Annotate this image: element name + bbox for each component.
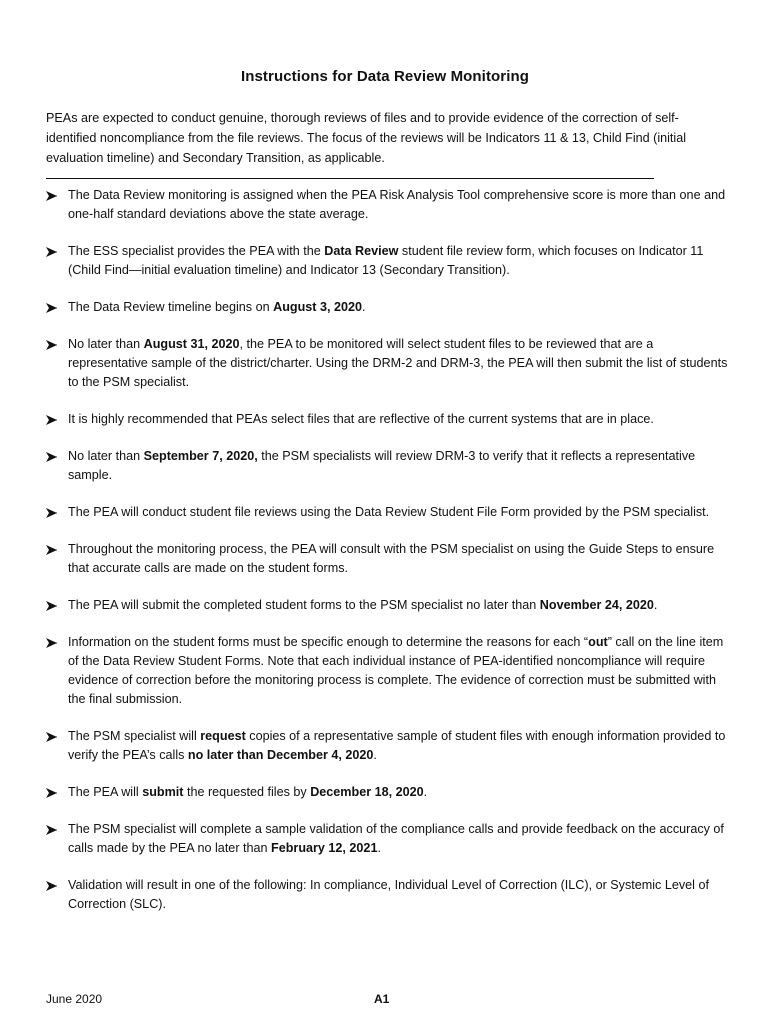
bullet-text: . [362,300,366,314]
arrow-bullet-icon [46,596,60,615]
arrow-bullet-icon [46,540,60,559]
arrow-bullet-icon [46,447,60,466]
arrow-bullet-icon [46,876,60,895]
bullet-item [46,633,730,709]
arrow-bullet-icon [46,298,60,317]
arrow-bullet-icon [46,503,60,522]
footer-date: June 2020 [46,992,103,1006]
bullet-list [46,186,730,914]
arrow-bullet-icon [46,186,60,205]
bullet-text: Information on the student forms must be specific enough to determine the reasons for each “ [68,635,589,649]
bullet-item [46,596,730,615]
bullet-item [46,503,730,522]
divider-line [46,178,654,179]
bullet-emphasis: August 3, 2020 [273,300,362,314]
bullet-item [46,876,730,914]
bullet-text: Throughout the monitoring process, the PEA will consult with the PSM specialist on using the Guide Steps to ensure that accurate calls are made on the student forms. [68,542,715,575]
bullet-text: No later than [68,449,144,463]
bullet-emphasis: August 31, 2020 [143,337,240,351]
bullet-text: Validation will result in one of the following: In compliance, Individual Level of Correction (ILC), or Systemic Level of Correction (SLC). [68,878,709,911]
bullet-text: the PSM specialists will review DRM-3 to verify that it reflects a representative sample. [68,449,696,482]
bullet-text: . [373,748,377,762]
bullet-emphasis: September 7, 2020, [143,449,258,463]
footer-page-number: A1 [374,992,390,1006]
arrow-bullet-icon [46,727,60,746]
arrow-bullet-icon [46,783,60,802]
bullet-item [46,447,730,485]
arrow-bullet-icon [46,242,60,261]
bullet-text: The PEA will [68,785,143,799]
bullet-text: . [423,785,428,799]
bullet-emphasis: December 18, 2020 [310,785,424,799]
arrow-bullet-icon [46,820,60,839]
arrow-bullet-icon [46,335,60,354]
bullet-text: student file review form, which focuses on Indicator 11 (Child Find—initial evaluation timeline) and Indicator 13 (Secondary Transition). [68,244,704,277]
document-title: Instructions for Data Review Monitoring [240,68,530,85]
bullet-emphasis: Data Review [324,244,399,258]
bullet-text: The PEA will submit the completed student forms to the PSM specialist no later than [68,598,540,612]
bullet-text: It is highly recommended that PEAs select files that are reflective of the current systems that are in place. [68,412,654,426]
bullet-emphasis: November 24, 2020 [539,598,654,612]
bullet-text: The Data Review monitoring is assigned when the PEA Risk Analysis Tool comprehensive score is more than one and one-half standard deviations above the state average. [68,188,726,221]
bullet-item [46,727,730,765]
bullet-item [46,298,730,317]
bullet-text: copies of a representative sample of student files with enough information provided to verify the PEA’s calls [68,729,726,762]
bullet-text: The PEA will conduct student file reviews using the Data Review Student File Form provided by the PSM specialist. [68,505,710,519]
intro-paragraph: PEAs are expected to conduct genuine, thorough reviews of files and to provide evidence of the correction of self-identified noncompliance from the file reviews. The focus of the reviews will be Indicators 11 & 13, Child Find (initial evaluation timeline) and Secondary Transition, as applicable. [46,111,687,165]
bullet-item [46,820,730,858]
bullet-item [46,242,730,280]
bullet-item [46,540,730,578]
arrow-bullet-icon [46,410,60,429]
bullet-item [46,335,730,392]
arrow-bullet-icon [46,633,60,652]
bullet-text: the requested files by [183,785,311,799]
bullet-text: The Data Review timeline begins on [68,300,274,314]
bullet-text: ” call on the line item of the Data Review Student Forms. Note that each individual instance of PEA-identified noncompliance will require evidence of correction before the monitoring process is complete. The evidence of correction must be submitted with the final submission. [68,635,724,706]
bullet-text: . [653,598,658,612]
bullet-item [46,186,730,224]
bullet-text: . [377,841,381,855]
bullet-text: The PSM specialist will [68,729,201,743]
bullet-item [46,783,730,802]
bullet-emphasis: February 12, 2021 [271,841,378,855]
bullet-emphasis: request [200,729,246,743]
bullet-text: The PSM specialist will complete a sample validation of the compliance calls and provide feedback on the accuracy of calls made by the PEA no later than [68,822,724,855]
bullet-item [46,410,730,429]
bullet-text: The ESS specialist provides the PEA with the [68,244,325,258]
bullet-text: No later than [68,337,144,351]
bullet-emphasis: no later than December 4, 2020 [187,748,374,762]
bullet-emphasis: out [588,635,608,649]
bullet-text: , the PEA to be monitored will select student files to be reviewed that are a representative sample of the district/charter. Using the DRM-2 and DRM-3, the PEA will then submit the list of students to the PSM specialist. [68,337,728,389]
bullet-emphasis: submit [142,785,184,799]
